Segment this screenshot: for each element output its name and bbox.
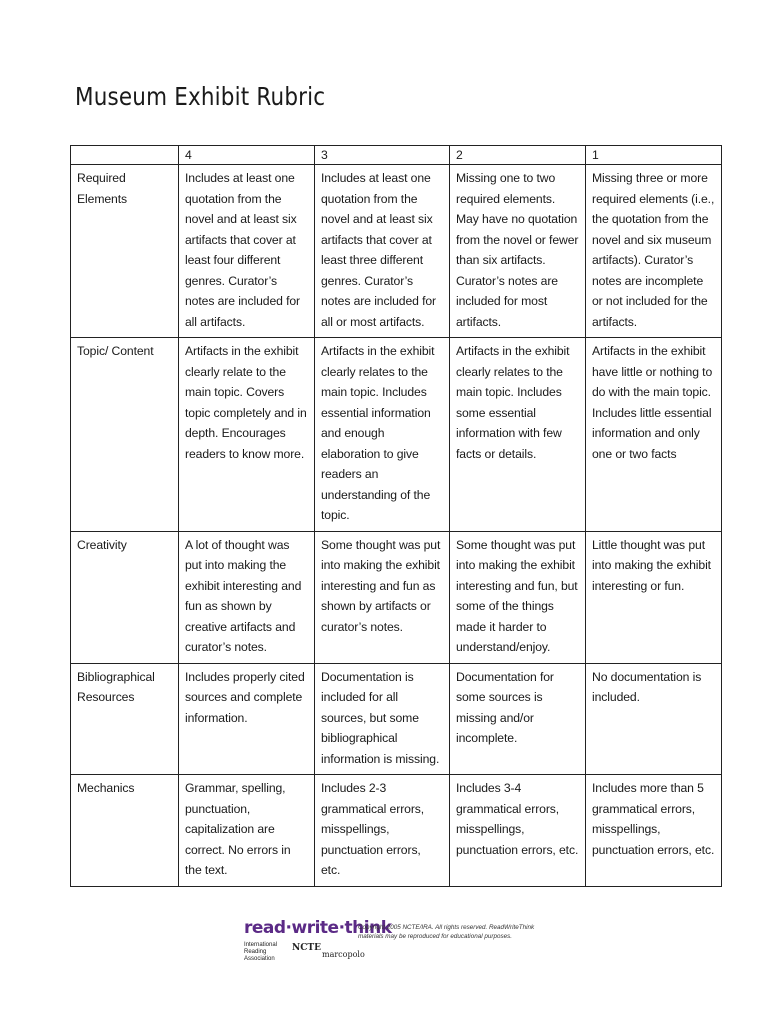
- rubric-cell: Some thought was put into making the exhibit interesting and fun, but some of the things made it harder to understand/enjoy.: [450, 531, 586, 663]
- header-cell-score-2: 2: [450, 146, 586, 165]
- header-cell-blank: [71, 146, 179, 165]
- rubric-table: [70, 145, 722, 887]
- rubric-cell: Grammar, spelling, punctuation, capitalization are correct. No errors in the text.: [179, 775, 315, 887]
- criterion-cell: Mechanics: [71, 775, 179, 887]
- page-title: Museum Exhibit Rubric: [75, 82, 326, 111]
- table-row-creativity: [71, 531, 722, 663]
- ncte-logo-text: NCTE: [292, 943, 321, 953]
- criterion-cell: Bibliographical Resources: [71, 663, 179, 775]
- copyright-notice: Copyright 2005 NCTE/IRA. All rights reserved. ReadWriteThink materials may be reproduced for educational purposes.: [358, 924, 535, 940]
- rubric-cell: A lot of thought was put into making the exhibit interesting and fun as shown by creative artifacts and curator’s notes.: [179, 531, 315, 663]
- rubric-cell: Includes properly cited sources and complete information.: [179, 663, 315, 775]
- rubric-cell: Includes at least one quotation from the novel and at least six artifacts that cover at least four different genres. Curator’s notes are included for all artifacts.: [179, 165, 315, 338]
- marcopolo-logo-text: marcopolo: [322, 950, 365, 959]
- rubric-cell: Missing three or more required elements (i.e., the quotation from the novel and six museum artifacts). Curator’s notes are incomplete or not included for the artifacts.: [586, 165, 722, 338]
- rubric-cell: Artifacts in the exhibit have little or nothing to do with the main topic. Includes little essential information and only one or two facts: [586, 338, 722, 532]
- readwritethink-logo: [244, 918, 392, 966]
- rubric-cell: Some thought was put into making the exhibit interesting and fun as shown by artifacts or curator’s notes.: [315, 531, 450, 663]
- logo-wordmark: read·write·think: [244, 918, 392, 938]
- ira-logo-text: International Reading Association: [244, 942, 278, 962]
- rubric-cell: Documentation for some sources is missing and/or incomplete.: [450, 663, 586, 775]
- rubric-cell: Artifacts in the exhibit clearly relate to the main topic. Covers topic completely and in depth. Encourages readers to know more.: [179, 338, 315, 532]
- rubric-cell: Artifacts in the exhibit clearly relates to the main topic. Includes essential information and enough elaboration to give readers an understanding of the topic.: [315, 338, 450, 532]
- rubric-cell: Includes 2-3 grammatical errors, misspellings, punctuation errors, etc.: [315, 775, 450, 887]
- rubric-cell: Includes 3-4 grammatical errors, misspellings, punctuation errors, etc.: [450, 775, 586, 887]
- table-header-row: [71, 146, 722, 165]
- criterion-cell: Creativity: [71, 531, 179, 663]
- rubric-cell: Artifacts in the exhibit clearly relates to the main topic. Includes some essential information with few facts or details.: [450, 338, 586, 532]
- table-row-required-elements: [71, 165, 722, 338]
- rubric-cell: Missing one to two required elements. May have no quotation from the novel or fewer than six artifacts. Curator’s notes are included for most artifacts.: [450, 165, 586, 338]
- criterion-cell: Required Elements: [71, 165, 179, 338]
- header-cell-score-4: 4: [179, 146, 315, 165]
- header-cell-score-1: 1: [586, 146, 722, 165]
- rubric-cell: Documentation is included for all sources, but some bibliographical information is missing.: [315, 663, 450, 775]
- rubric-cell: Includes at least one quotation from the novel and at least six artifacts that cover at least three different genres. Curator’s notes are included for all or most artifacts.: [315, 165, 450, 338]
- table-row-topic-content: [71, 338, 722, 532]
- rubric-cell: Includes more than 5 grammatical errors, misspellings, punctuation errors, etc.: [586, 775, 722, 887]
- header-cell-score-3: 3: [315, 146, 450, 165]
- table-row-mechanics: [71, 775, 722, 887]
- rubric-cell: No documentation is included.: [586, 663, 722, 775]
- criterion-cell: Topic/ Content: [71, 338, 179, 532]
- table-row-bibliographical-resources: [71, 663, 722, 775]
- rubric-cell: Little thought was put into making the exhibit interesting or fun.: [586, 531, 722, 663]
- footer: [244, 918, 544, 966]
